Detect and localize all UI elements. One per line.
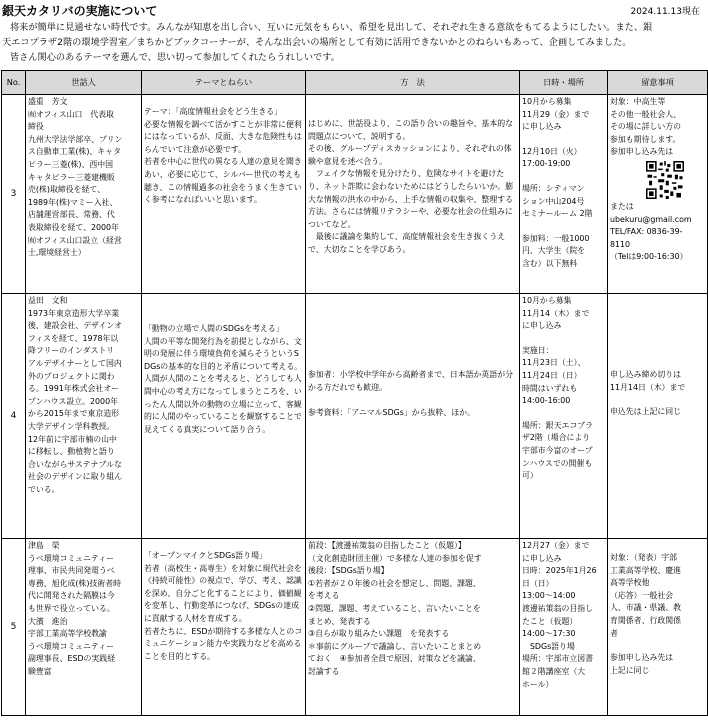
notes-line: 工業高等学校、慶進 bbox=[610, 565, 682, 575]
schedule-line: 場所：シティマン bbox=[522, 183, 585, 193]
method-cell bbox=[306, 95, 520, 294]
notes-line: 人、市議・県議、教 bbox=[610, 603, 682, 613]
notes-line: 参加も期待します。 bbox=[610, 134, 681, 144]
host-line: 表取締役を経て、2000年 bbox=[28, 222, 119, 232]
notes-line: その他一般社会人、 bbox=[610, 109, 682, 119]
schedule-line: 12月10日（火） bbox=[522, 146, 582, 156]
notes-line: 対象：中高生等 bbox=[610, 97, 666, 106]
host-line: 九州大学法学部卒、プリン bbox=[28, 134, 123, 144]
email-link[interactable]: ubekuru@gmail.com bbox=[610, 214, 692, 224]
schedule-line: 可） bbox=[522, 471, 538, 481]
method-line: ＊事前にグループで議論し、言いたいことまとめ bbox=[308, 641, 482, 651]
schedule-line: に申し込み bbox=[522, 122, 562, 132]
schedule-line: セミナールーム 2階 bbox=[522, 209, 593, 219]
host-line: ㈲オフィス山口設立（経営 bbox=[28, 235, 122, 245]
host-line: ピラー三菱(株)、西中国 bbox=[28, 159, 114, 169]
column-header-host: 世話人 bbox=[26, 71, 142, 95]
method-cell bbox=[306, 539, 520, 716]
schedule-line: 日（日） bbox=[522, 578, 554, 588]
host-line: 後、建設会社、デザインオ bbox=[28, 321, 123, 331]
host-line: 盛重 芳文 bbox=[28, 97, 68, 106]
as-of-date: 2024.11.13現在 bbox=[630, 7, 700, 17]
host-line: 専務、旭化成(株)技術者時 bbox=[28, 578, 121, 588]
schedule-line: 館２階講座室（大 bbox=[522, 666, 586, 676]
intro-text bbox=[2, 20, 706, 66]
schedule-cell bbox=[520, 539, 608, 716]
host-line: ㈲オフィス山口 代表取 bbox=[28, 109, 114, 119]
column-header-no: No. bbox=[2, 71, 26, 95]
schedule-line: 13:00～14:00 bbox=[522, 591, 576, 601]
host-line: 益田 文和 bbox=[28, 296, 68, 305]
host-line: フィスを経て、1978年以 bbox=[28, 333, 119, 343]
notes-line: （Telは9:00-16:30） bbox=[610, 252, 688, 262]
host-line: から2015年まで東京造形 bbox=[28, 409, 120, 419]
notes-line: （応答）一般社会 bbox=[610, 590, 674, 600]
method-line: ておく ④参加者全員で原因、対策などを議論、 bbox=[308, 654, 481, 664]
host-cell bbox=[26, 294, 142, 539]
host-line: に移転し、動植物と語り bbox=[28, 447, 115, 457]
column-header-method: 方 法 bbox=[306, 71, 520, 95]
schedule-cell bbox=[520, 294, 608, 539]
column-header-theme: テーマとねらい bbox=[142, 71, 306, 95]
schedule-line: 場所：宇部市立図書 bbox=[522, 654, 594, 664]
theme-text: 「動物の立場で人間のSDGsを考える」 人間の平等な開発行為を前提としながら、文明の発展に伴う環境負荷を減らそうというSDGsの基本的な目的と矛盾について考える。人間が人間のことを考えると、どうしても人間中心の考え方になってしまうところを、いったん人間以外の動物の立場に立って、客観的に人間のやっていることを観察することで見えてくる真実について語り合う。 bbox=[144, 324, 303, 434]
schedule-line: 12月27（金）まで bbox=[522, 541, 590, 550]
method-line: 前段：【渡邊祐策翁の目指したこと（仮題）】 bbox=[308, 541, 466, 550]
schedule-line: 場所：銀天エコプラ bbox=[522, 420, 594, 430]
column-header-schedule: 日時・場所 bbox=[520, 71, 608, 95]
theme-text: 「オープンマイクとSDGs語り場」 若者（高校生・高専生）を対象に現代社会を《持続可能性》の視点で、学び、考え、認識を深め、自分ごと化することにより、価値観を変革し、行動変革につなげ、SDGsの達成に貢献する人材を育成する。 若者たちに、ESDが期待する多様な人とのコミュニケーション能力や実践力などを高めることを目的とする。 bbox=[144, 551, 303, 661]
host-line: 外のプロジェクトに関わ bbox=[28, 371, 115, 381]
host-line: 店舗運営部長、常務、代 bbox=[28, 210, 115, 220]
schedule-line: ンハウスでの開催も bbox=[522, 458, 593, 468]
method-line: （文化創造財団主催）で多様な人達の参加を促す bbox=[308, 553, 482, 563]
host-line: 12年前に宇部市楠の山中 bbox=[28, 434, 117, 444]
row-number: 4 bbox=[2, 294, 26, 539]
schedule-line: 時間はいずれも bbox=[522, 383, 578, 393]
theme-text: テーマ：「高度情報社会をどう生きる」 必要な情報を調べて活かすことが非常に便利にはなっているが、反面、大きな危険性もはらんでいて注意が必要です。 若者を中心に世代の異なる人達の意見を聞きあい、必要に応じて、シルバー世代の考えも聴き、この情報過多の社会をうまく生きていく参考になればいいと思います。 bbox=[144, 107, 302, 205]
host-line: 社会のデザインに取り組ん bbox=[28, 472, 123, 482]
method-line: を考える bbox=[308, 591, 340, 601]
host-line: うべ環境コミュニティー bbox=[28, 553, 115, 563]
notes-cell bbox=[608, 539, 708, 716]
schedule-line: 14:00～17:30 bbox=[522, 629, 576, 639]
method-text: 参加者：小学校中学年から高齢者まで、日本語か英語が分かる方だれでも歓迎。 参考資料：「アニマルSDGs」から抜粋、ほか。 bbox=[308, 370, 514, 417]
qr-code-icon[interactable] bbox=[646, 161, 684, 199]
method-line: まとめ、発表する bbox=[308, 616, 371, 626]
table-header-row bbox=[2, 71, 708, 95]
host-line: 売(株)取締役を経て、 bbox=[28, 185, 106, 195]
schedule-line: 宇部市今富のオープ bbox=[522, 445, 593, 455]
schedule-line bbox=[522, 134, 605, 146]
notes-line: 上記に同じ bbox=[610, 665, 650, 675]
host-cell bbox=[26, 95, 142, 294]
row-number: 3 bbox=[2, 95, 26, 294]
session-table bbox=[1, 70, 708, 716]
notes-line: 高等学校他 bbox=[610, 578, 650, 588]
host-line: 士,環境経営士） bbox=[28, 248, 86, 258]
host-line: うべ環境コミュニティー bbox=[28, 641, 115, 651]
notes-line bbox=[610, 640, 705, 652]
host-line: プンハウス設立。2000年 bbox=[28, 396, 118, 406]
host-line: 宇部工業高等学校教諭 bbox=[28, 629, 107, 639]
notes-line: 11月14日（木）まで bbox=[610, 382, 686, 392]
notes-line: 参加申し込み先は bbox=[610, 653, 674, 663]
table-row bbox=[2, 95, 708, 294]
schedule-line: 10月から募集 bbox=[522, 296, 572, 305]
schedule-line: 11月14（木）まで bbox=[522, 308, 590, 318]
method-line: ②問題、課題、考えていること、言いたいことを bbox=[308, 603, 481, 613]
schedule-line: 含む）以下無料 bbox=[522, 258, 578, 268]
host-line: 降フリーのインダストリ bbox=[28, 346, 115, 356]
notes-line: その場に詳しい方の bbox=[610, 122, 682, 132]
schedule-line: 11月29（金）まで bbox=[522, 109, 590, 119]
host-line: 締役 bbox=[28, 122, 44, 132]
theme-cell bbox=[142, 294, 306, 539]
notes-line bbox=[610, 394, 705, 406]
schedule-line: たこと（仮題） bbox=[522, 616, 578, 626]
schedule-line: 10月から募集 bbox=[522, 97, 572, 106]
page-title: 銀天カタリバの実施について bbox=[2, 4, 158, 18]
host-cell bbox=[26, 539, 142, 716]
notes-line: 育関係者、行政関係 bbox=[610, 615, 682, 625]
host-line: でいる。 bbox=[28, 484, 60, 494]
column-header-notes: 留意事項 bbox=[608, 71, 708, 95]
method-line: 後段：【SDGs語り場】 bbox=[308, 566, 389, 576]
schedule-line: 14:00-16:00 bbox=[522, 396, 571, 406]
theme-cell bbox=[142, 539, 306, 716]
host-line: 代に開発された隔膜は今 bbox=[28, 591, 115, 601]
schedule-line: 参加料：一般1000 bbox=[522, 233, 590, 243]
schedule-line bbox=[522, 333, 605, 345]
schedule-line: ホール） bbox=[522, 679, 554, 689]
host-line: も世界で役立っている。 bbox=[28, 603, 115, 613]
notes-line: 申し込み締め切りは bbox=[610, 370, 682, 379]
schedule-line: 渡邊祐策翁の目指し bbox=[522, 603, 594, 613]
schedule-line bbox=[522, 221, 605, 233]
notes-line: TEL/FAX: 0836-39- bbox=[610, 227, 683, 237]
notes-line: 対象：（発表）宇部 bbox=[610, 553, 678, 562]
host-line: アルデザイナーとして国内 bbox=[28, 358, 122, 368]
host-line: 副理事長、ESDの実践経 bbox=[28, 654, 116, 664]
schedule-line: 11月23日（土）、 bbox=[522, 358, 586, 368]
notes-line: または bbox=[610, 201, 634, 211]
host-line: る。1991年株式会社オー bbox=[28, 384, 120, 394]
notes-cell bbox=[608, 95, 708, 294]
host-line: 理事、市民共同発電うべ bbox=[28, 566, 115, 576]
theme-cell bbox=[142, 95, 306, 294]
method-line: 討論する bbox=[308, 666, 340, 676]
host-line: 大濱 進治 bbox=[28, 616, 68, 626]
notes-line: 参加申し込み先は bbox=[610, 147, 674, 157]
host-line: 1973年東京造形大学卒業 bbox=[28, 308, 120, 318]
intro-line: 皆さん関心のあるテーマを選んで、思い切って参加してくれたらうれしいです。 bbox=[10, 52, 340, 64]
host-line: 合いながらサステナブルな bbox=[28, 459, 122, 469]
row-number: 5 bbox=[2, 539, 26, 716]
table-row bbox=[2, 539, 708, 716]
notes-line: 8110 bbox=[610, 239, 631, 249]
intro-line: 天エコプラザ2階の環境学習室／まちかどブックコーナーが、そんな出会いの場所として有効に活用できないかとのねらいもあって、企画してみました。 bbox=[2, 37, 632, 49]
schedule-line: 日時：2025年1月26 bbox=[522, 566, 597, 576]
schedule-line: 11月24日（日） bbox=[522, 370, 582, 380]
notes-cell bbox=[608, 294, 708, 539]
schedule-cell bbox=[520, 95, 608, 294]
host-line: 験豊富 bbox=[28, 666, 52, 676]
method-line: ③自らが取り組みたい課題 を発表する bbox=[308, 629, 450, 639]
schedule-line bbox=[522, 408, 605, 420]
intro-line: 将来が簡単に見通せない時代です。みんなが知恵を出し合い、互いに元気をもらい、希望を見出して、それぞれ生きる意欲をもてるようにしたい。また、銀 bbox=[10, 22, 653, 33]
table-row bbox=[2, 294, 708, 539]
schedule-line: 実施日： bbox=[522, 345, 554, 355]
host-line: ス自動車工業(株)、キャタ bbox=[28, 147, 121, 157]
schedule-line: 17:00-19:00 bbox=[522, 159, 571, 169]
host-line: 大学デザイン学科教授。 bbox=[28, 421, 115, 431]
method-text: はじめに、世話役より、この語り合いの趣旨や、基本的な問題点について、説明する。 その後、グループディスカッションにより、それぞれの体験や意見を述べ合う。 フェイクな情報を見分けたり、危険なサイトを避けたり、ネット詐欺に会わないためにはどうしたらいいか。膨大な情報の洪水の中から、上手な情報の収集や、整理する方法。さらには情報リテラシーや、必要な社会の仕組みについてなど。 最後に議論を集約して、高度情報社会を生き抜くうえで、大切なことを学びあう。 bbox=[308, 119, 514, 254]
host-line: 1989年(株)マミー入社、 bbox=[28, 197, 118, 207]
host-line: キャタピラー三菱建機販 bbox=[28, 172, 115, 182]
schedule-line: ザ2階（場合により bbox=[522, 433, 591, 443]
schedule-line: に申し込み bbox=[522, 553, 562, 563]
method-line: ①若者が２０年後の社会を想定し、問題、課題、 bbox=[308, 578, 481, 588]
schedule-line: に申し込み bbox=[522, 321, 562, 331]
method-cell bbox=[306, 294, 520, 539]
schedule-line: 円、大学生（院を bbox=[522, 246, 586, 256]
schedule-line bbox=[522, 171, 605, 183]
notes-line: 申込先は上記に同じ bbox=[610, 407, 682, 417]
schedule-line: SDGs語り場 bbox=[522, 641, 575, 651]
notes-line: 者 bbox=[610, 628, 618, 638]
host-line: 津島 榮 bbox=[28, 541, 60, 550]
schedule-line: ション中山204号 bbox=[522, 196, 585, 206]
